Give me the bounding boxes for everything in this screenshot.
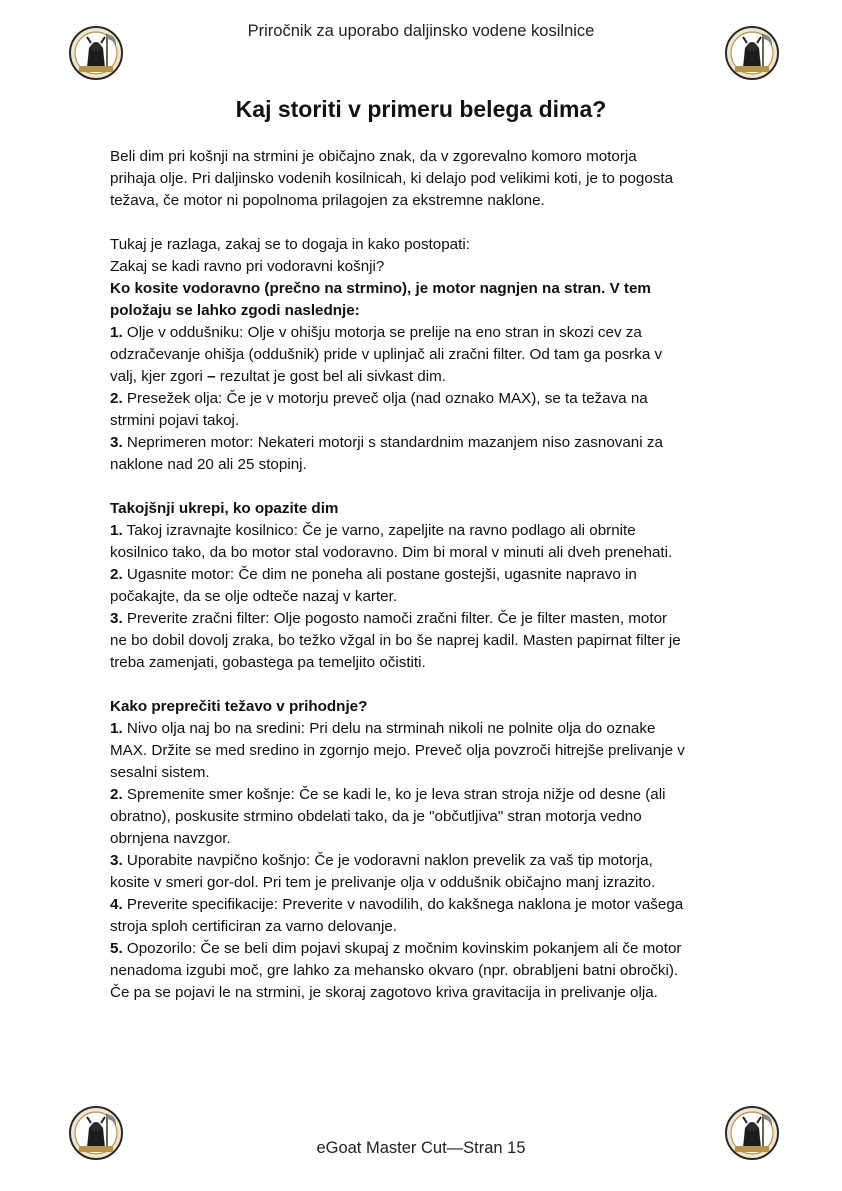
list-text: Opozorilo: Če se beli dim pojavi skupaj z močnim kovinskim pokanjem ali če motor (122, 940, 682, 957)
list-item-line: Če pa se pojavi le na strmini, je skoraj zagotovo kriva gravitacija in prelivanje olja. (110, 984, 658, 1001)
list-item (110, 520, 740, 542)
intro-line: prihaja olje. Pri daljinsko vodenih kosilnicah, ki delajo pod velikimi koti, je to pogosta (110, 170, 674, 187)
section-heading: Kako preprečiti težavo v prihodnje? (110, 698, 368, 715)
list-item-line: odzračevanje ohišja (oddušnik) pride v uplinjač ali zračni filter. Od tam ga posrka v (110, 346, 663, 363)
list-text: valj, kjer zgori (110, 368, 208, 385)
list-item-line: nenadoma izgubi moč, gre lahko za mehansko okvaro (npr. obrabljeni batni obročki). (110, 962, 679, 979)
list-item-line: obrnjena navzgor. (110, 830, 231, 847)
list-item-line: ne bo dobil dovolj zraka, bo težko vžgal in bo še naprej kadil. Masten papirnat filter je (110, 632, 681, 649)
list-item (110, 564, 740, 586)
page-title: Kaj storiti v primeru belega dima? (235, 96, 607, 122)
list-item (110, 388, 740, 410)
list-number: 1. (110, 522, 123, 539)
list-number: 1. (110, 324, 123, 341)
goat-logo-icon (723, 24, 781, 82)
list-text: rezultat je gost bel ali sivkast dim. (215, 368, 446, 385)
section-heading: položaju se lahko zgodi naslednje: (110, 302, 360, 319)
list-item (110, 608, 740, 630)
list-number: 3. (110, 852, 123, 869)
list-text: Olje v oddušniku: Olje v ohišju motorja se prelije na eno stran in skozi cev za (122, 324, 642, 341)
list-text: Presežek olja: Če je v motorju preveč olja (nad oznako MAX), se ta težava na (122, 390, 648, 407)
list-text: Takoj izravnajte kosilnico: Če je varno, zapeljite na ravno podlago ali obrnite (122, 522, 636, 539)
section-heading: Ko kosite vodoravno (prečno na strmino), je motor nagnjen na stran. V tem (110, 280, 651, 297)
list-item (110, 432, 740, 454)
list-number: 2. (110, 786, 123, 803)
list-item-line: kosite v smeri gor-dol. Pri tem je prelivanje olja v oddušnik običajno manj izrazito. (110, 874, 656, 891)
list-number: 3. (110, 610, 123, 627)
paragraph-line: Tukaj je razlaga, zakaj se to dogaja in kako postopati: (110, 236, 470, 253)
goat-logo-icon (67, 24, 125, 82)
list-text: Neprimeren motor: Nekateri motorji s standardnim mazanjem niso zasnovani za (122, 434, 663, 451)
list-item (110, 938, 740, 960)
list-text: Preverite specifikacije: Preverite v navodilih, do kakšnega naklona je motor vašega (122, 896, 684, 913)
list-item (110, 850, 740, 872)
list-item-line: kosilnico tako, da bo motor stal vodoravno. Dim bi moral v minuti ali dveh prenehati. (110, 544, 673, 561)
list-item-line: obratno), poskusite strmino obdelati tako, da je "občutljiva" stran motorja vedno (110, 808, 642, 825)
list-item (110, 718, 740, 740)
list-item-line: sesalni sistem. (110, 764, 210, 781)
list-number: 3. (110, 434, 123, 451)
list-number: 5. (110, 940, 123, 957)
page-footer: eGoat Master Cut—Stran 15 (316, 1139, 526, 1157)
intro-line: težava, če motor ni popolnoma prilagojen za ekstremne naklone. (110, 192, 545, 209)
list-number: 4. (110, 896, 123, 913)
list-number: 2. (110, 390, 123, 407)
list-item-line: MAX. Držite se med sredino in zgornjo mejo. Preveč olja povzroči hitrejše prelivanje v (110, 742, 685, 759)
list-item-line: počakajte, da se olje odteče nazaj v karter. (110, 588, 398, 605)
list-text: Spremenite smer košnje: Če se kadi le, ko je leva stran stroja nižje od desne (ali (122, 786, 666, 803)
list-item (110, 322, 740, 344)
paragraph-line: Zakaj se kadi ravno pri vodoravni košnji? (110, 258, 385, 275)
document-body (110, 146, 740, 1004)
running-header: Priročnik za uporabo daljinsko vodene kosilnice (247, 22, 595, 40)
list-text: Uporabite navpično košnjo: Če je vodoravni naklon prevelik za vaš tip motorja, (122, 852, 653, 869)
list-number: 2. (110, 566, 123, 583)
intro-line: Beli dim pri košnji na strmini je običajno znak, da v zgorevalno komoro motorja (110, 148, 637, 165)
section-heading: Takojšnji ukrepi, ko opazite dim (110, 500, 339, 517)
list-number: 1. (110, 720, 123, 737)
list-text: Preverite zračni filter: Olje pogosto namoči zračni filter. Če je filter masten, motor (122, 610, 668, 627)
list-item-line (110, 366, 740, 388)
list-item-line: strmini pojavi takoj. (110, 412, 240, 429)
list-text: Nivo olja naj bo na sredini: Pri delu na strminah nikoli ne polnite olja do oznake (122, 720, 656, 737)
list-item (110, 784, 740, 806)
list-item (110, 894, 740, 916)
list-item-line: stroja sploh certificiran za varno delovanje. (110, 918, 398, 935)
list-item-line: naklone nad 20 ali 25 stopinj. (110, 456, 307, 473)
list-text: Ugasnite motor: Če dim ne poneha ali postane gostejši, ugasnite napravo in (122, 566, 637, 583)
list-item-line: treba zamenjati, gobastega pa temeljito očistiti. (110, 654, 426, 671)
dash: – (207, 368, 216, 385)
